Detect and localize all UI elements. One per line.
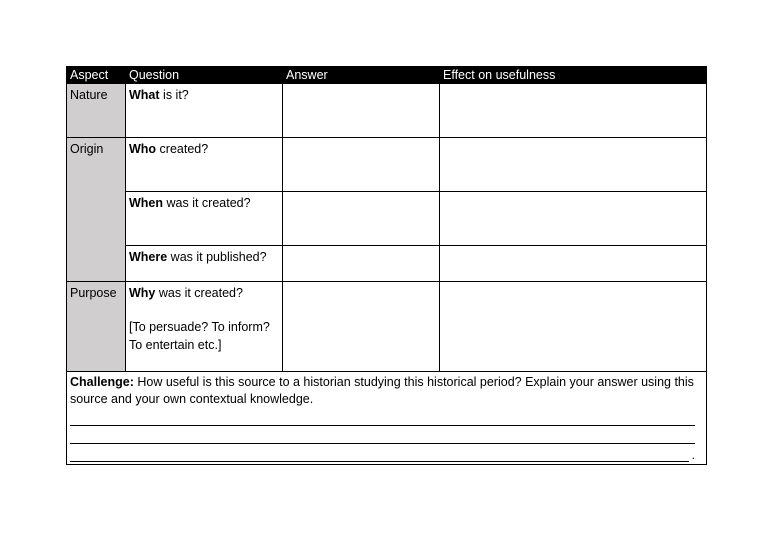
- aspect-purpose: Purpose: [67, 282, 126, 372]
- question-where-keyword: Where: [129, 250, 168, 264]
- challenge-label: Challenge:: [70, 375, 134, 389]
- question-when: [126, 192, 283, 246]
- purpose-hint: [To persuade? To inform? To entertain etc.]: [129, 320, 270, 352]
- source-analysis-worksheet: [66, 66, 706, 465]
- header-question: Question: [126, 67, 283, 84]
- answer-cell-nature[interactable]: [283, 84, 440, 138]
- question-why-line: [129, 284, 279, 302]
- answer-cell-where[interactable]: [283, 246, 440, 282]
- challenge-prompt: [70, 374, 703, 408]
- answer-line-3[interactable]: [70, 444, 695, 462]
- effect-cell-nature[interactable]: [440, 84, 707, 138]
- source-analysis-table: [66, 66, 707, 465]
- question-why-keyword: Why: [129, 286, 156, 300]
- question-why-text: was it created?: [155, 286, 243, 300]
- question-why: [126, 282, 283, 372]
- row-origin-who: [67, 138, 707, 192]
- aspect-nature: Nature: [67, 84, 126, 138]
- row-origin-when: [67, 192, 707, 246]
- question-where: [126, 246, 283, 282]
- aspect-origin: Origin: [67, 138, 126, 282]
- answer-line-1[interactable]: [70, 408, 695, 426]
- challenge-question: How useful is this source to a historian studying this historical period? Explain your answer using this source and your own contextual knowledge.: [70, 375, 694, 406]
- question-when-text: was it created?: [163, 196, 251, 210]
- answer-cell-who[interactable]: [283, 138, 440, 192]
- row-origin-where: [67, 246, 707, 282]
- effect-cell-where[interactable]: [440, 246, 707, 282]
- header-aspect: Aspect: [67, 67, 126, 84]
- effect-cell-when[interactable]: [440, 192, 707, 246]
- answer-cell-when[interactable]: [283, 192, 440, 246]
- question-when-keyword: When: [129, 196, 164, 210]
- header-answer: Answer: [283, 67, 440, 84]
- answer-line-2[interactable]: [70, 426, 695, 444]
- question-who-text: created?: [156, 142, 209, 156]
- spacer: [129, 302, 279, 318]
- effect-cell-purpose[interactable]: [440, 282, 707, 372]
- question-who-keyword: Who: [129, 142, 157, 156]
- header-effect-on-usefulness: Effect on usefulness: [440, 67, 707, 84]
- question-what-keyword: What: [129, 88, 160, 102]
- table-header-row: [67, 67, 707, 84]
- answer-period: .: [691, 448, 695, 462]
- challenge-cell: [67, 372, 707, 465]
- effect-cell-who[interactable]: [440, 138, 707, 192]
- row-challenge: [67, 372, 707, 465]
- question-what: [126, 84, 283, 138]
- question-what-text: is it?: [159, 88, 189, 102]
- row-nature: [67, 84, 707, 138]
- row-purpose: [67, 282, 707, 372]
- answer-cell-purpose[interactable]: [283, 282, 440, 372]
- question-where-text: was it published?: [167, 250, 267, 264]
- question-who: [126, 138, 283, 192]
